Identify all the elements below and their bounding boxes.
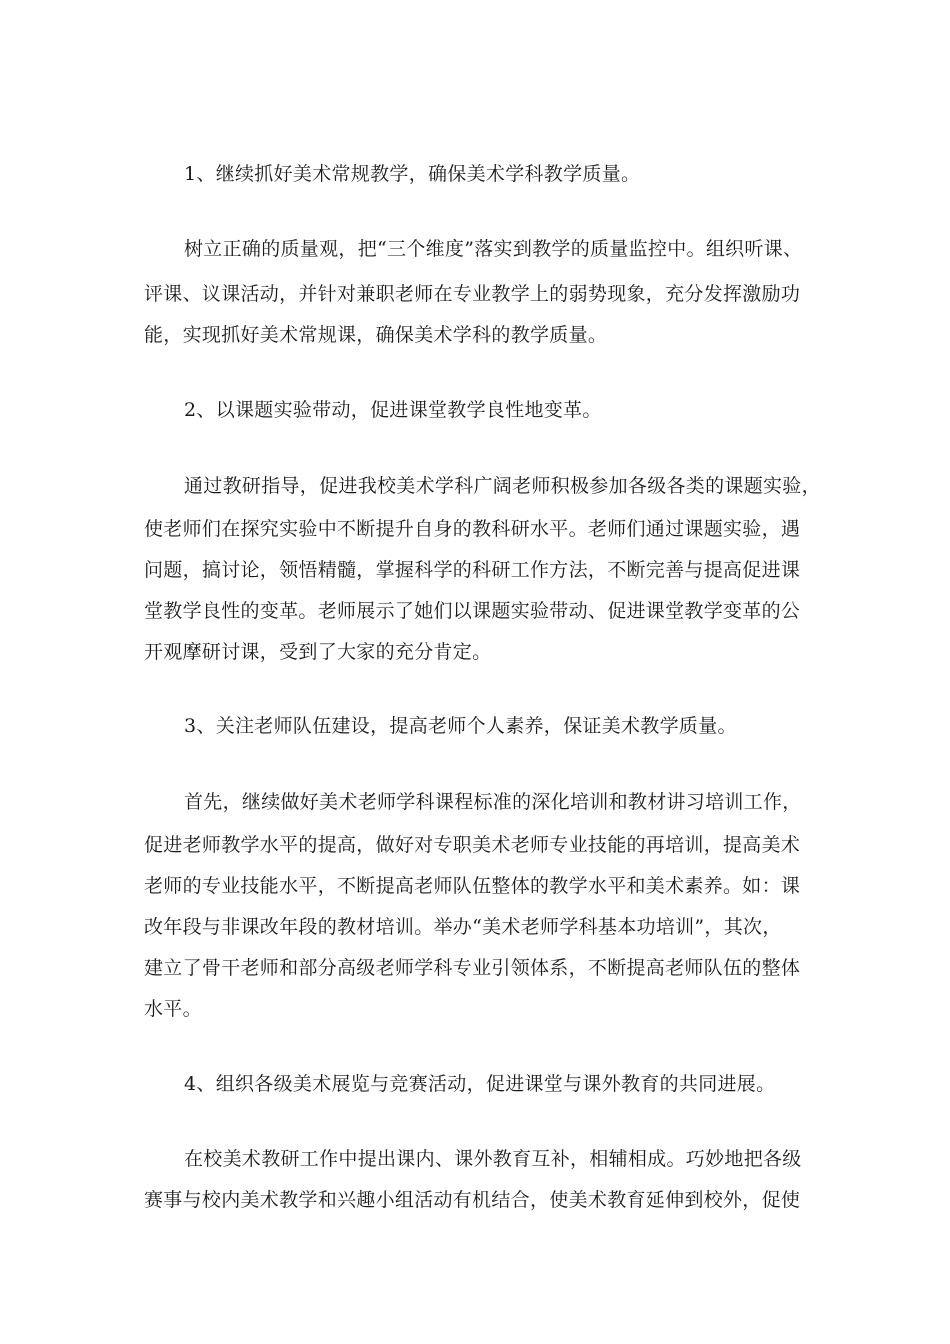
- section-heading-2: 2、以课题实验带动，促进课堂教学良性地变革。: [184, 399, 602, 421]
- section-heading-3: 3、关注老师队伍建设，提高老师个人素养，保证美术教学质量。: [184, 715, 737, 737]
- paragraph-4-line: 赛事与校内美术教学和兴趣小组活动有机结合，使美术教育延伸到校外，促使: [144, 1189, 801, 1211]
- paragraph-3-line: 促进老师教学水平的提高，做好对专职美术老师专业技能的再培训，提高美术: [144, 834, 801, 856]
- paragraph-2-line: 通过教研指导，促进我校美术学科广阔老师积极参加各级各类的课题实验，: [184, 475, 821, 497]
- paragraph-1-line: 评课、议课活动，并针对兼职老师在专业教学上的弱势现象，充分发挥激励功: [144, 283, 801, 305]
- paragraph-3-line: 首先，继续做好美术老师学科课程标准的深化培训和教材讲习培训工作，: [184, 791, 802, 813]
- paragraph-1-line: 能，实现抓好美术常规课，确保美术学科的教学质量。: [144, 324, 608, 346]
- paragraph-3-line: 建立了骨干老师和部分高级老师学科专业引领体系，不断提高老师队伍的整体: [144, 957, 801, 979]
- section-heading-4: 4、组织各级美术展览与竞赛活动，促进课堂与课外教育的共同进展。: [184, 1073, 776, 1095]
- paragraph-2-line: 使老师们在探究实验中不断提升自身的教科研水平。老师们通过课题实验，遇: [144, 518, 801, 540]
- paragraph-2-line: 堂教学良性的变革。老师展示了她们以课题实验带动、促进课堂教学变革的公: [144, 600, 801, 622]
- paragraph-2-line: 问题，搞讨论，领悟精髓，掌握科学的科研工作方法，不断完善与提高促进课: [144, 559, 801, 581]
- section-heading-1: 1、继续抓好美术常规教学，确保美术学科教学质量。: [184, 163, 641, 185]
- paragraph-1-line: 树立正确的质量观，把“三个维度”落实到教学的质量监控中。组织听课、: [184, 238, 803, 260]
- paragraph-3-line: 改年段与非课改年段的教材培训。举办“美术老师学科基本功培训”，其次，: [144, 916, 782, 938]
- paragraph-2-line: 开观摩研讨课，受到了大家的充分肯定。: [144, 641, 492, 663]
- paragraph-4-line: 在校美术教研工作中提出课内、课外教育互补，相辅相成。巧妙地把各级: [184, 1148, 802, 1170]
- paragraph-3-line: 水平。: [144, 998, 202, 1020]
- paragraph-3-line: 老师的专业技能水平，不断提高老师队伍整体的教学水平和美术素养。如：课: [144, 875, 801, 897]
